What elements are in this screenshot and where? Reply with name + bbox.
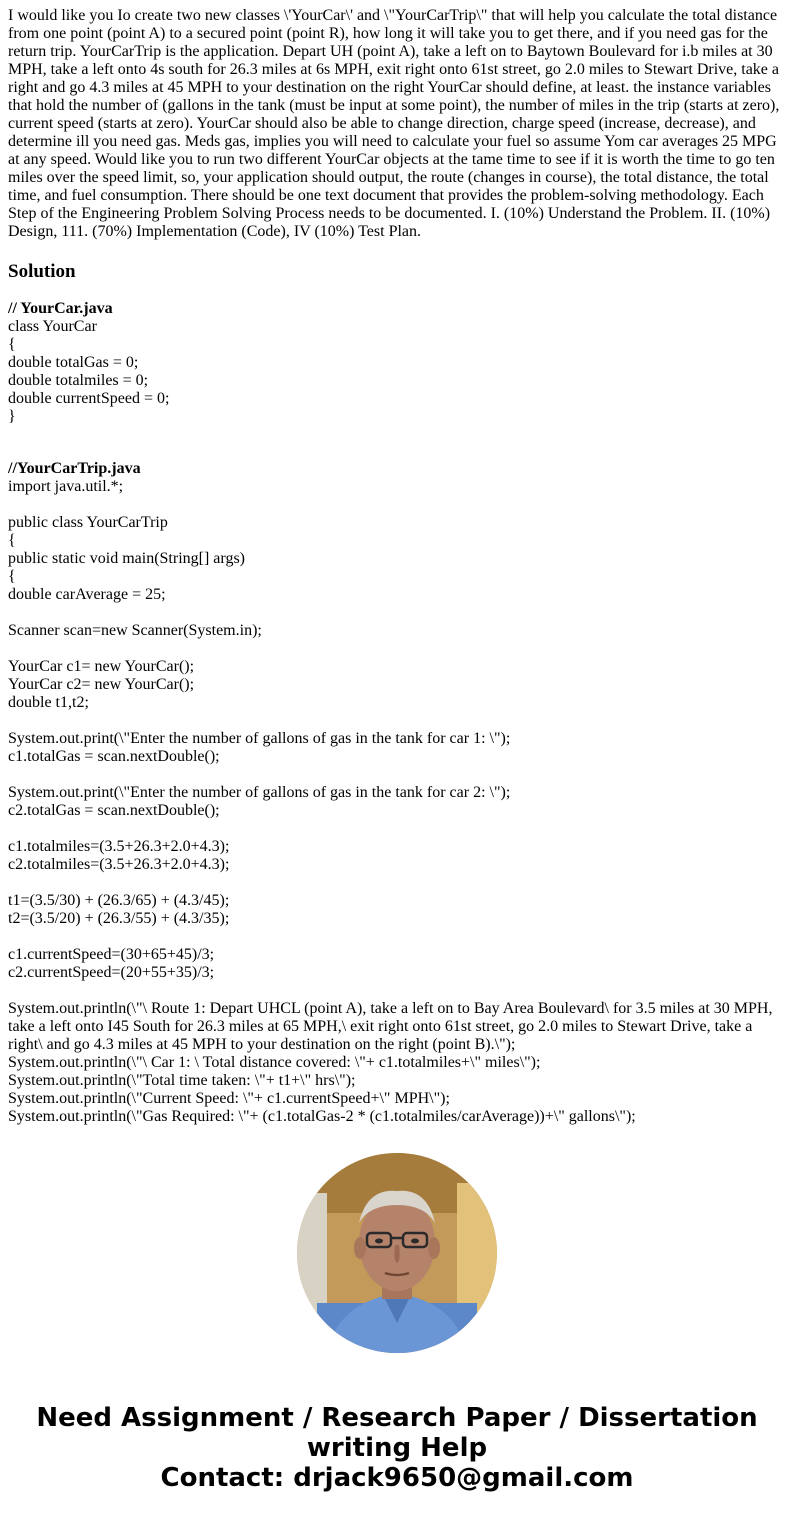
code-line: System.out.println(\"Total time taken: \"+ t1+\" hrs\"); bbox=[8, 1072, 356, 1089]
code-line bbox=[8, 604, 784, 622]
code-line: t1=(3.5/30) + (26.3/65) + (4.3/45); bbox=[8, 892, 230, 909]
promo-line-help: Need Assignment / Research Paper / Dissertation writing Help bbox=[36, 1403, 758, 1463]
code-line: c1.totalmiles=(3.5+26.3+2.0+4.3); bbox=[8, 838, 230, 855]
code-line: c2.currentSpeed=(20+55+35)/3; bbox=[8, 964, 215, 981]
yourcartrip-code-lines bbox=[8, 478, 784, 1126]
code-line bbox=[8, 928, 784, 946]
code-line: System.out.print(\"Enter the number of gallons of gas in the tank for car 1: \"); bbox=[8, 730, 511, 747]
code-line: YourCar c1= new YourCar(); bbox=[8, 658, 195, 675]
code-line: { bbox=[8, 532, 16, 549]
yourcartrip-code-block bbox=[8, 460, 784, 1126]
code-line bbox=[8, 982, 784, 1000]
yourcar-code-lines bbox=[8, 318, 784, 462]
code-line bbox=[8, 712, 784, 730]
code-line bbox=[8, 874, 784, 892]
yourcartrip-file-title: //YourCarTrip.java bbox=[8, 460, 141, 477]
yourcar-file-title: // YourCar.java bbox=[8, 300, 113, 317]
code-line: double t1,t2; bbox=[8, 694, 89, 711]
code-line bbox=[8, 496, 784, 514]
code-line: } bbox=[8, 408, 16, 425]
code-line: System.out.println(\"Current Speed: \"+ c1.currentSpeed+\" MPH\"); bbox=[8, 1090, 450, 1107]
code-line: System.out.println(\"\ Car 1: \ Total distance covered: \"+ c1.totalmiles+\" miles\"); bbox=[8, 1054, 541, 1071]
author-portrait-image bbox=[297, 1153, 497, 1353]
code-line: { bbox=[8, 336, 16, 353]
code-line bbox=[8, 766, 784, 784]
code-line: c2.totalmiles=(3.5+26.3+2.0+4.3); bbox=[8, 856, 230, 873]
code-line: System.out.println(\"\ Route 1: Depart UHCL (point A), take a left on to Bay Area Boulevard\ for 3.5 miles at 30 MPH, take a left onto I45 South for 26.3 miles at 65 MPH,\ exit right onto 61st street, go 2.0 miles to Stewart Drive, take a right\ and go 4.3 miles at 45 MPH to your destination on the right (point B).\"); bbox=[8, 1000, 777, 1053]
code-line: System.out.println(\"Gas Required: \"+ (c1.totalGas-2 * (c1.totalmiles/carAverage))+\" gallons\"); bbox=[8, 1108, 636, 1125]
code-line: import java.util.*; bbox=[8, 478, 124, 495]
code-line bbox=[8, 820, 784, 838]
code-line: double carAverage = 25; bbox=[8, 586, 166, 603]
code-line: Scanner scan=new Scanner(System.in); bbox=[8, 622, 262, 639]
code-line: double currentSpeed = 0; bbox=[8, 390, 170, 407]
code-line: double totalmiles = 0; bbox=[8, 372, 149, 389]
code-line: c1.totalGas = scan.nextDouble(); bbox=[8, 748, 220, 765]
code-line: c1.currentSpeed=(30+65+45)/3; bbox=[8, 946, 215, 963]
code-line: public static void main(String[] args) bbox=[8, 550, 245, 567]
promo-banner bbox=[0, 1403, 794, 1493]
code-line bbox=[8, 426, 784, 444]
solution-heading: Solution bbox=[8, 261, 76, 282]
code-line: double totalGas = 0; bbox=[8, 354, 139, 371]
code-line: public class YourCarTrip bbox=[8, 514, 168, 531]
code-line: class YourCar bbox=[8, 318, 97, 335]
code-line: { bbox=[8, 568, 16, 585]
code-line bbox=[8, 640, 784, 658]
code-line: c2.totalGas = scan.nextDouble(); bbox=[8, 802, 220, 819]
code-line: System.out.print(\"Enter the number of gallons of gas in the tank for car 2: \"); bbox=[8, 784, 511, 801]
promo-line-contact: Contact: drjack9650@gmail.com bbox=[160, 1463, 634, 1493]
code-line: YourCar c2= new YourCar(); bbox=[8, 676, 195, 693]
code-line: t2=(3.5/20) + (26.3/55) + (4.3/35); bbox=[8, 910, 230, 927]
question-text: I would like you Io create two new classes \'YourCar\' and \"YourCarTrip\" that will help you calculate the total distance from one point (point A) to a secured point (point R), how long it will take you to get there, and if you need gas for the return trip. YourCarTrip is the application. Depart UH (point A), take a left on to Baytown Boulevard for i.b miles at 30 MPH, take a left onto 4s south for 26.3 miles at 6s MPH, exit right onto 61st street, go 2.0 miles to Stewart Drive, take a right and go 4.3 miles at 45 MPH to your destination on the right YourCar should define, at least. the instance variables that hold the number of (gallons in the tank (must be input at some point), the number of miles in the trip (starts at zero), current speed (starts at zero). YourCar should also be able to change direction, charge speed (increase, decrease), and determine ill you need gas. Meds gas, implies you will need to calculate your fuel so assume Yom car averages 25 MPG at any speed. Would like you to run two different YourCar objects at the tame time to see if it is worth the time to go ten miles over the speed limit, so, your application should output, the route (changes in course), the total distance, the total time, and fuel consumption. There should be one text document that provides the problem-solving methodology. Each Step of the Engineering Problem Solving Process needs to be documented. I. (10%) Understand the Problem. II. (10%) Design, 111. (70%) Implementation (Code), IV (10%) Test Plan. bbox=[8, 7, 780, 240]
yourcar-code-block bbox=[8, 300, 784, 462]
author-avatar bbox=[297, 1153, 497, 1353]
